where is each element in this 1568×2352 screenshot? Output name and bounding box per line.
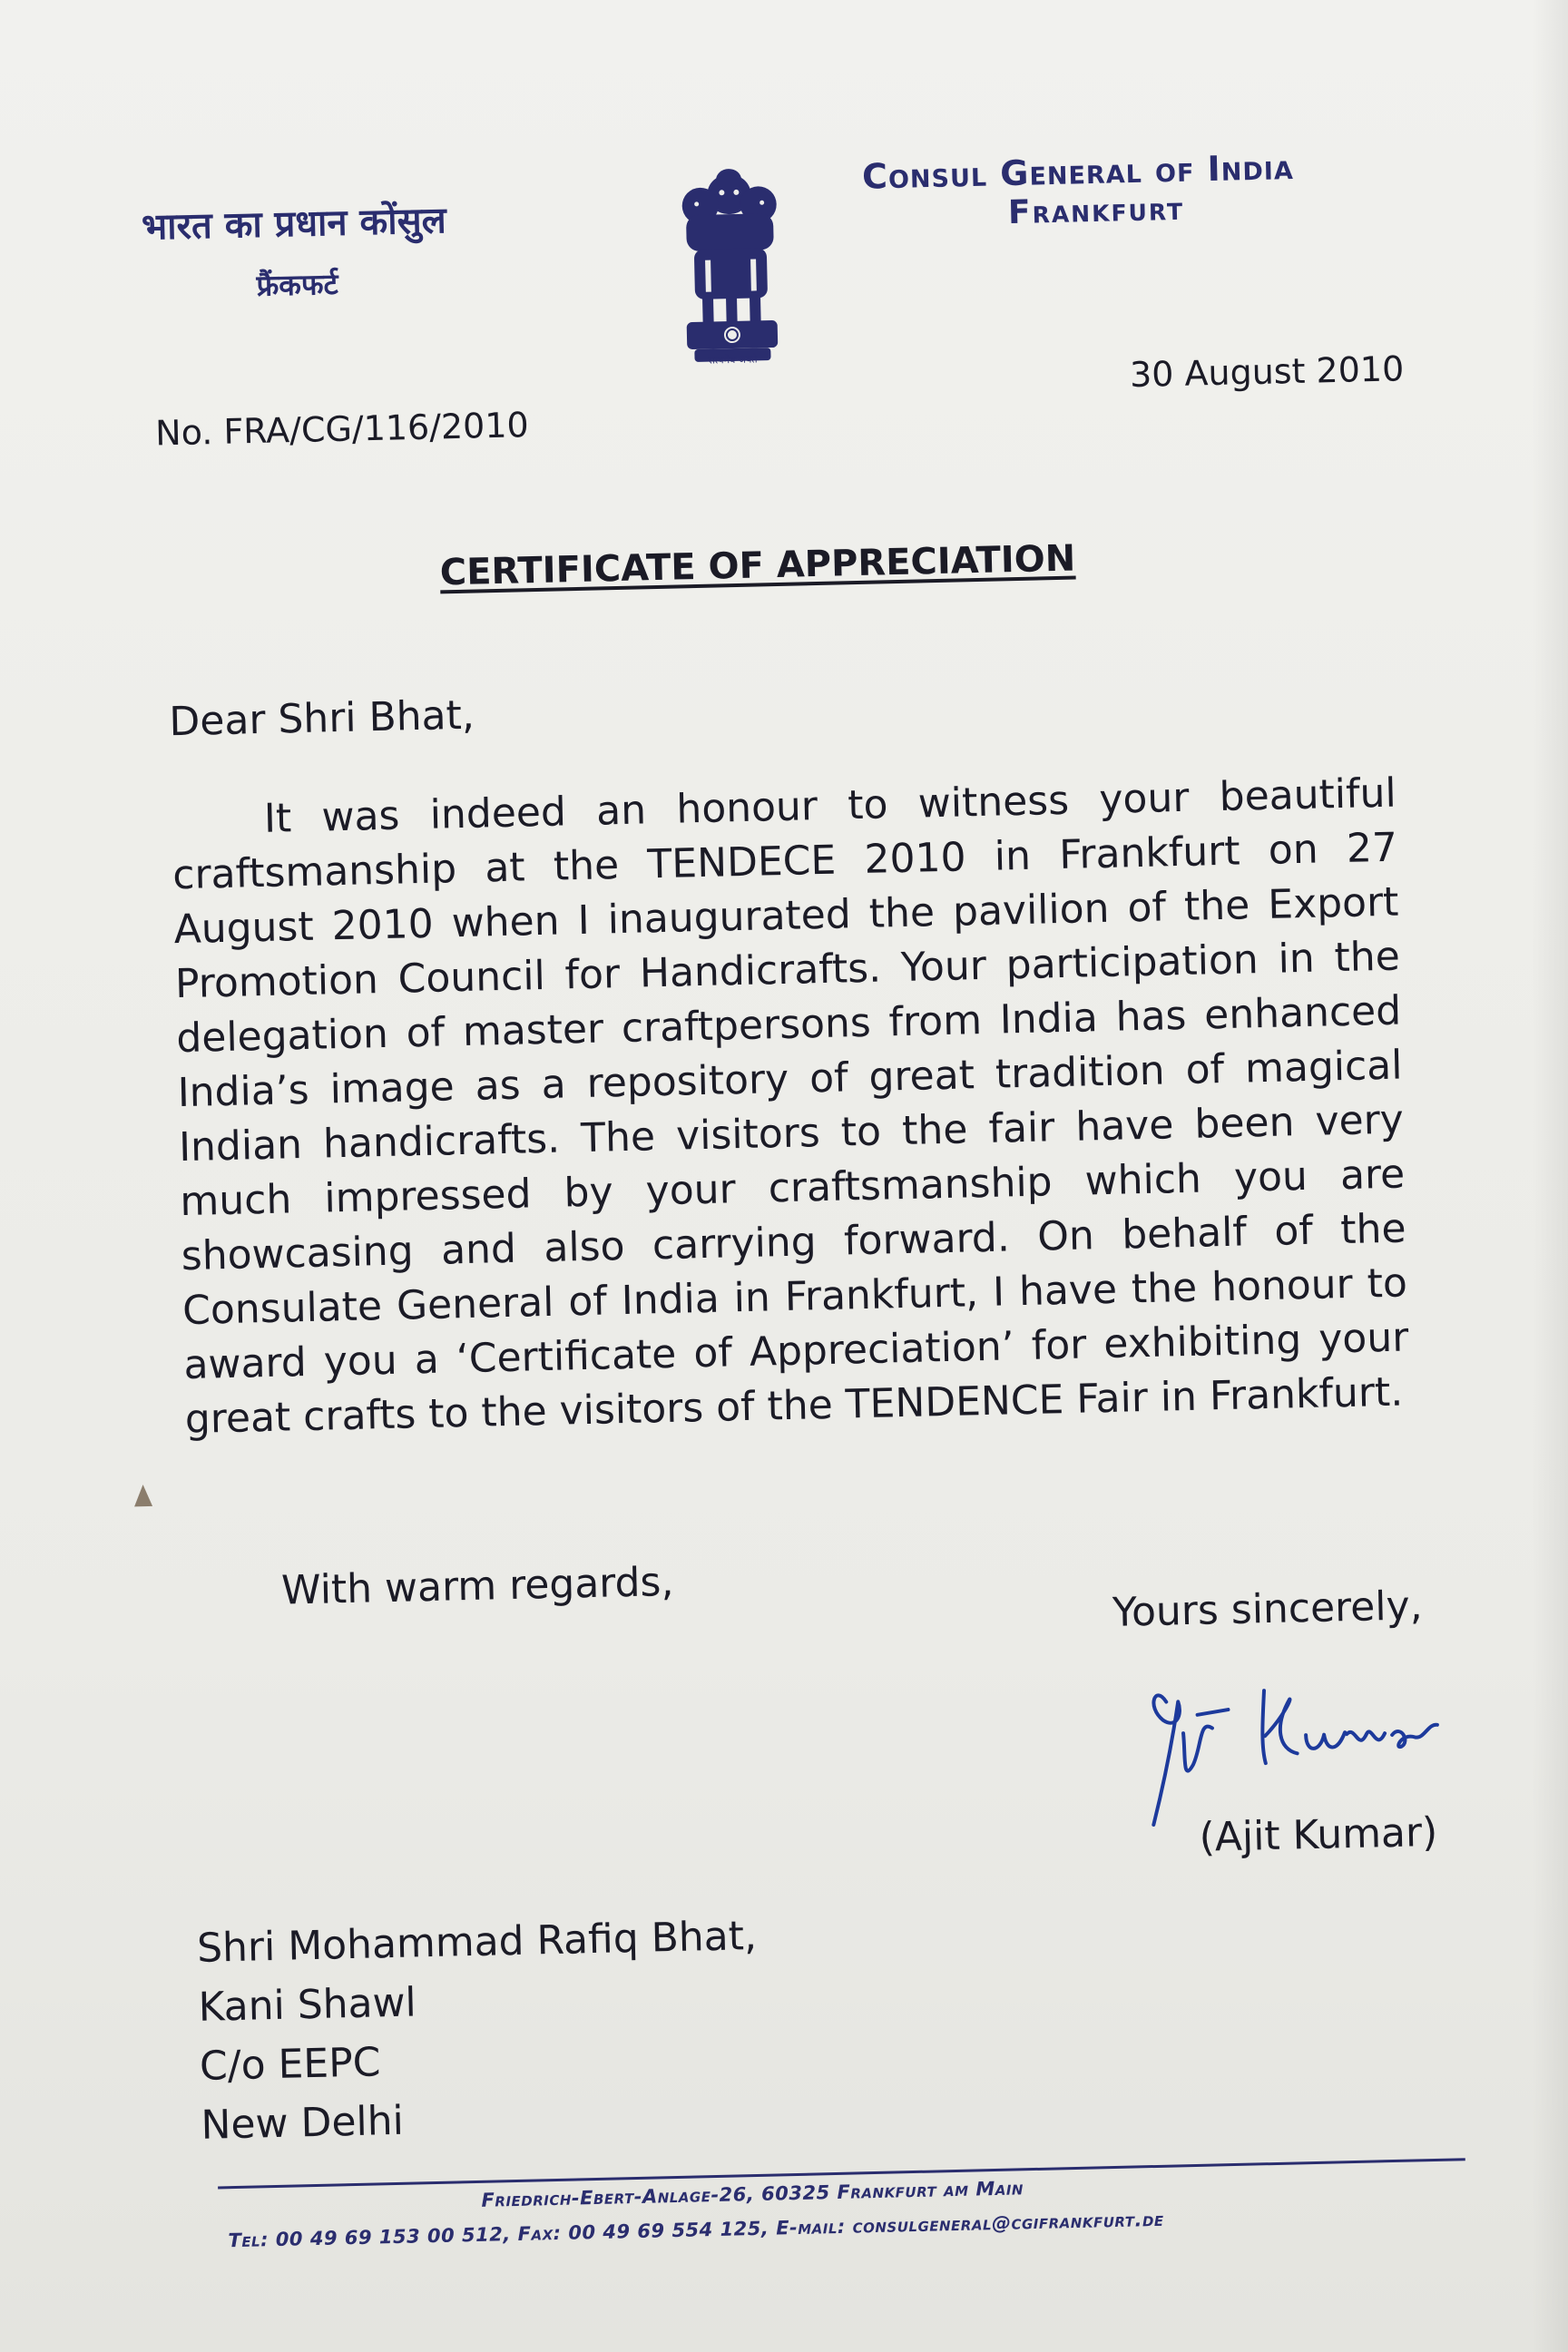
- recipient-line-4: New Delhi: [200, 2097, 405, 2149]
- paper-speck: [134, 1485, 153, 1506]
- letterhead-english-city: Frankfurt: [1007, 190, 1185, 232]
- footer-address: Friedrich-Ebert-Anlage-26, 60325 Frankfurt am Main: [481, 2177, 1024, 2211]
- recipient-name: Shri Mohammad Rafiq Bhat,: [196, 1912, 758, 1972]
- letterhead-english-title: Consul General of India: [861, 146, 1295, 197]
- letter-body: It was indeed an honour to witness your beautiful craftsmanship at the TENDECE 2010 in Frankfurt on 27 August 2010 when I inaugurated the pavilion of the Export Promotion Council for Handicrafts. Your participation in the delegation of master craftpersons from India has enhanced India’s image as a repository of great tradition of magical Indian handicrafts. The visitors to the fair have been very much impressed by your craftsmanship which you are showcasing and also carrying forward. On behalf of the Consulate General of India in Frankfurt, I have the honour to award you a ‘Certificate of Appreciation’ for exhibiting your great crafts to the visitors of the TENDENCE Fair in Frankfurt.: [172, 769, 1409, 1444]
- recipient-line-2: Kani Shawl: [198, 1979, 417, 2031]
- closing: Yours sincerely,: [1112, 1583, 1424, 1636]
- regards: With warm regards,: [280, 1558, 674, 1614]
- letter-date: 30 August 2010: [1129, 348, 1405, 396]
- certificate-heading: CERTIFICATE OF APPRECIATION: [439, 537, 1076, 594]
- emblem-motto: सत्यमेव जयते: [708, 353, 758, 367]
- salutation: Dear Shri Bhat,: [168, 691, 475, 746]
- letterhead-hindi-city: फ्रैंकफर्ट: [256, 266, 339, 303]
- reference-number: No. FRA/CG/116/2010: [154, 405, 530, 454]
- signer-name: (Ajit Kumar): [1199, 1808, 1438, 1861]
- recipient-address: [196, 1906, 761, 2155]
- national-emblem-icon: [656, 158, 806, 379]
- letterhead-hindi-title: भारत का प्रधान कोंसुल: [141, 200, 447, 249]
- recipient-line-3: C/o EEPC: [199, 2039, 381, 2090]
- footer-contacts: Tel: 00 49 69 153 00 512, Fax: 00 49 69 554 125, E-mail: consulgeneral@cgifrankfurt.de: [228, 2208, 1164, 2252]
